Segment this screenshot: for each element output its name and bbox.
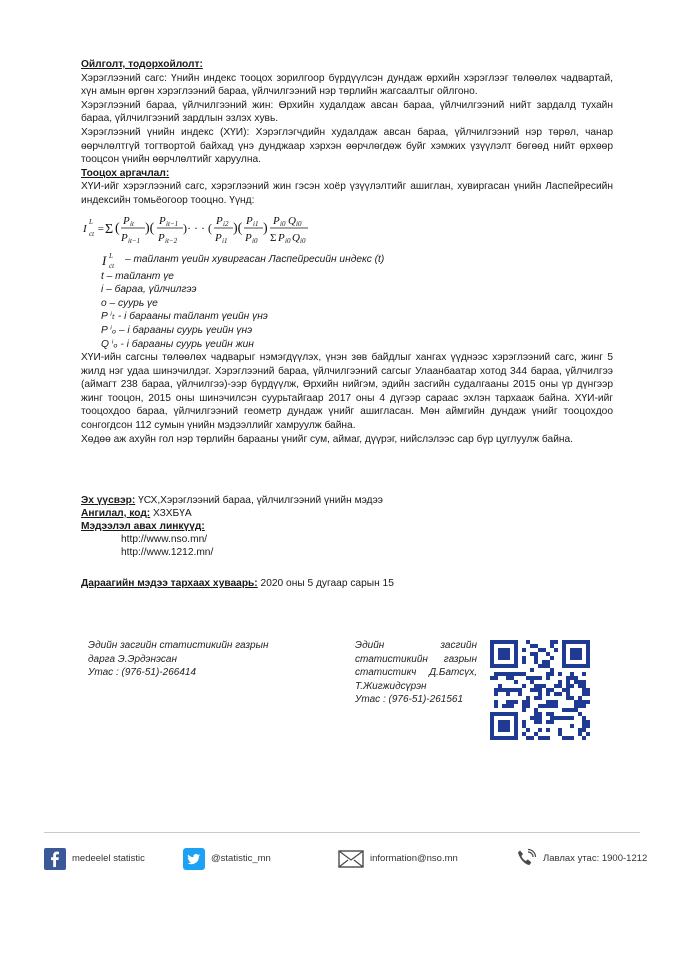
svg-text:)· · · (: )· · · (	[183, 220, 212, 235]
next-release	[81, 577, 394, 591]
svg-text:(: (	[115, 220, 120, 236]
svg-text:L: L	[89, 217, 93, 226]
svg-text:I: I	[102, 252, 107, 268]
code-label: Ангилал, код:	[81, 508, 151, 519]
definitions-heading: Ойлголт, тодорхойлолт:	[81, 59, 203, 70]
main-content	[81, 58, 613, 446]
signature-left-line: Эдийн засгийн статистикийн газрын	[88, 640, 269, 651]
footer-facebook[interactable]	[44, 848, 145, 870]
svg-text:i1: i1	[253, 219, 259, 228]
svg-text:i2: i2	[223, 219, 229, 228]
svg-text:P: P	[278, 231, 285, 244]
email-label: information@nso.mn	[370, 853, 458, 865]
svg-text:ct: ct	[89, 229, 95, 238]
signature-left-line: дарга Э.Эрдэнэсан	[88, 653, 177, 665]
code-value: ХЗХБҮА	[150, 508, 192, 519]
footer-divider	[44, 832, 640, 833]
legend-item-t: t – тайлант үе	[101, 270, 174, 282]
signature-right-phone: Утас : (976-51)-261561	[355, 694, 464, 705]
definition-weight: Хэрэглээний бараа, үйлчилгээний жин: Өрхийн худалдаж авсан бараа, үйлчилгээний нийт зардалд тухайн бараа, үйлчилгээний зардлын эзлэх хувь.	[81, 99, 613, 125]
method-agriculture: Хөдөө аж ахуйн гол нэр төрлийн барааны үнийг сум, аймаг, дүүрэг, нийслэлээс сар бүр цуглуулж байна.	[81, 433, 574, 445]
laspeyres-formula	[83, 210, 613, 248]
svg-text:P: P	[158, 231, 165, 244]
link-nso[interactable]: http://www.nso.mn/	[121, 534, 208, 545]
method-intro: ХҮИ-ийг хэрэглээний сагс, хэрэглээний жин гэсэн хоёр үзүүлэлтийг ашиглан, хувиргасан үнийн Ласпейресийн индексийн томьёогоор тооцно. Үүнд:	[81, 181, 613, 206]
svg-text:)(: )(	[233, 220, 243, 236]
legend-item-index: – тайлант үеийн хувиргасан Ласпейресийн индекс (t)	[125, 253, 385, 265]
links-label: Мэдээлэл авах линкүүд:	[81, 521, 205, 532]
svg-text:i0: i0	[300, 236, 306, 245]
svg-text:it: it	[130, 219, 134, 228]
svg-text:P: P	[245, 231, 252, 244]
source-block	[81, 494, 613, 559]
svg-text:I: I	[83, 222, 87, 235]
twitter-icon	[183, 848, 205, 870]
svg-text:Q: Q	[292, 231, 300, 244]
next-release-date: 2020 оны 5 дугаар сарын 15	[257, 578, 394, 589]
footer-phone[interactable]	[515, 848, 647, 870]
svg-text:P: P	[246, 214, 253, 227]
svg-text:it−2: it−2	[165, 236, 178, 245]
svg-text:i0: i0	[252, 236, 258, 245]
method-details: ХҮИ-ийн сагсны төлөөлөх чадварыг нэмэгдүүлэх, үнэн зөв байдлыг хангах үүднээс хэрэглээний сагс, жинг 5 жилд нэг удаа шинэчилдэг. Хэрэглээний бараа, үйлчилгээний сагсыг Улаанбаатар хотод 344 бараа, үйлчилгээ (аймагт 238 бараа, үйлчилгээ)-ээр бүрдүүлж, Өрхийн нийгэм, эдийн засгийн судалгааны 2015 оны үр дүнгээр жинг тооцон, 2015 оны шинэчилсэн суурьтайгаар 2017 оны 4 дүгээр сараас эхлэн тархааж байна. ХҮИ-ийг тооцохдоо бараа, үйлчилгээний геометр дундаж үнийг ашигласан. Мөн аймгийн дундаж үнийг тооцохдоо сонгогдсон 112 сумын үнийн мэдээллийг хамруулж байна.	[81, 352, 613, 432]
svg-text:it−1: it−1	[128, 236, 141, 245]
legend-item-po: P ⁱₒ – i барааны суурь үеийн үнэ	[101, 324, 253, 336]
svg-text:i0: i0	[285, 236, 291, 245]
signature-right	[355, 639, 477, 707]
definition-cpi: Хэрэглээний үнийн индекс (ХҮИ): Хэрэглэгчдийн худалдаж авсан бараа, үйлчилгээний нэр төрөл, чанар өөрчлөлтгүй тогтвортой байхад үнэ дунджаар хэрхэн өөрчлөгдөж буйг хэмжих үзүүлэлт бөгөөд нийт өрхөөр тооцсон үнийн өөрчлөлтийг харуулна.	[81, 126, 613, 166]
svg-text:L: L	[109, 251, 113, 260]
svg-text:)(: )(	[145, 220, 155, 236]
definition-basket: Хэрэглээний сагс: Үнийн индекс тооцох зорилгоор бүрдүүлсэн дундаж өрхийн хэрэглээг төлөөлөх чадвартай, хүн амын өргөн хэрэглээний бараа, үйлчилгээний нэр төрлийн жагсаалтыг ойлгоно.	[81, 72, 613, 98]
facebook-icon	[44, 848, 66, 870]
svg-text:Σ: Σ	[105, 221, 114, 237]
legend-item-pt: P ⁱₜ - i барааны тайлант үеийн үнэ	[101, 311, 268, 323]
twitter-label: @statistic_mn	[211, 853, 271, 865]
facebook-label: medeelel statistic	[72, 853, 145, 865]
svg-text:): )	[263, 220, 268, 236]
svg-text:P: P	[273, 214, 280, 227]
signature-left-phone: Утас : (976-51)-266414	[88, 667, 197, 678]
signature-left	[88, 639, 288, 680]
svg-text:i1: i1	[222, 236, 228, 245]
method-heading: Тооцох аргачлал:	[81, 167, 170, 179]
svg-text:P: P	[215, 231, 222, 244]
footer-twitter[interactable]	[183, 848, 271, 870]
signature-right-text: Эдийн засгийн статистикийн газрын статистикч Д.Батсүх, Т.Жигжидсүрэн	[355, 640, 477, 692]
formula-legend	[101, 250, 613, 352]
svg-text:i0: i0	[296, 219, 302, 228]
next-release-label: Дараагийн мэдээ тархаах хуваарь:	[81, 578, 258, 589]
source-value: ҮСХ,Хэрэглээний бараа, үйлчилгээний үнийн мэдээ	[135, 495, 383, 506]
svg-text:Σ: Σ	[270, 231, 277, 244]
legend-item-i: i – бараа, үйлчилгээ	[101, 284, 197, 296]
footer-email[interactable]	[338, 848, 458, 870]
svg-text:P: P	[123, 214, 130, 227]
svg-text:i0: i0	[280, 219, 286, 228]
svg-text:P: P	[216, 214, 223, 227]
svg-text:P: P	[159, 214, 166, 227]
link-1212[interactable]: http://www.1212.mn/	[121, 547, 214, 558]
phone-icon	[515, 848, 537, 870]
legend-item-o: o – суурь үе	[101, 297, 158, 309]
source-label: Эх үүсвэр:	[81, 495, 136, 506]
svg-text:it−1: it−1	[166, 219, 179, 228]
phone-label: Лавлах утас: 1900-1212	[543, 853, 648, 865]
envelope-icon	[338, 848, 364, 870]
svg-text:=: =	[97, 222, 105, 235]
legend-item-qo: Q ⁱₒ - i барааны суурь үеийн жин	[101, 338, 254, 350]
svg-text:Q: Q	[288, 214, 296, 227]
svg-text:P: P	[121, 231, 128, 244]
svg-text:ct: ct	[109, 261, 115, 270]
index-symbol	[101, 250, 121, 270]
qr-code[interactable]	[490, 640, 590, 740]
